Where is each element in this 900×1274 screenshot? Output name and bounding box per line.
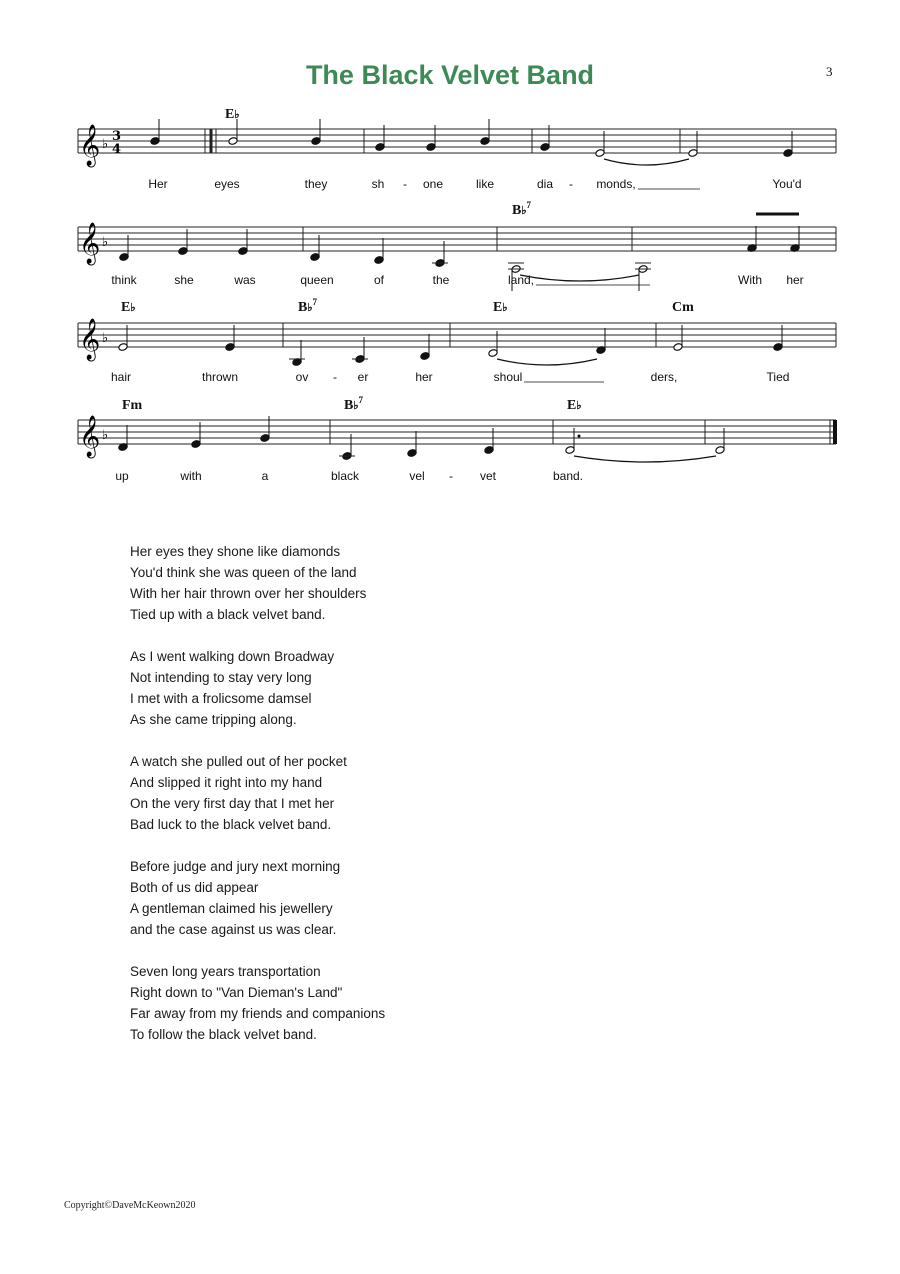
verse-line: Far away from my friends and companions [130, 1006, 386, 1021]
lyric-syllable: band. [552, 469, 584, 483]
lyric-syllable: land, [507, 273, 535, 287]
lyric-syllable: was [234, 273, 256, 287]
dot [578, 435, 581, 438]
lyric-syllable: - [569, 177, 573, 191]
lyric-syllable: sh [371, 177, 385, 191]
lyric-syllable: they [304, 177, 328, 191]
lyric-syllable: hair [110, 370, 132, 384]
lyric-syllable: ov [295, 370, 309, 384]
lyric-syllable: You'd [772, 177, 802, 191]
tie [520, 275, 639, 281]
verse-line: Not intending to stay very long [130, 670, 312, 685]
lyric-syllable: - [333, 370, 337, 384]
chord-symbol: E♭ [567, 398, 582, 413]
key-signature-flat-icon: ♭ [102, 235, 109, 250]
staves [78, 107, 836, 483]
lyrics-verses [130, 541, 385, 1066]
staff-system [78, 297, 836, 384]
sheet-music [0, 0, 900, 500]
verse-line: Both of us did appear [130, 880, 259, 895]
page-number: 3 [826, 64, 833, 79]
chord-symbol: B♭$^7$ [512, 200, 532, 218]
lyric-syllable: thrown [201, 370, 239, 384]
lyric-syllable: her [415, 370, 433, 384]
lyric-syllable: the [432, 273, 450, 287]
lyric-syllable: with [180, 469, 202, 483]
verse-line: Before judge and jury next morning [130, 859, 341, 874]
verse-line: Right down to "Van Dieman's Land" [130, 985, 343, 1000]
lyric-syllable: vel [409, 469, 425, 483]
staff-system [78, 395, 836, 483]
chord-symbol: E♭ [493, 300, 508, 315]
lyric-syllable: With [738, 273, 762, 287]
time-signature-bottom: 4 [112, 142, 122, 157]
treble-clef-icon: 𝄞 [79, 416, 101, 457]
tie [604, 159, 689, 165]
verse-line: You'd think she was queen of the land [130, 565, 357, 580]
key-signature-flat-icon: ♭ [102, 428, 109, 443]
copyright-notice: Copyright©DaveMcKeown2020 [64, 1200, 196, 1211]
lyric-syllable: monds, [596, 177, 636, 191]
lyric-syllable: shoul [493, 370, 523, 384]
chord-symbol: Fm [122, 398, 143, 413]
lyric-syllable: a [261, 469, 269, 483]
verse-4 [130, 856, 385, 940]
verse-line: Seven long years transportation [130, 964, 321, 979]
key-signature-flat-icon: ♭ [102, 137, 109, 152]
lyric-syllable: she [174, 273, 194, 287]
treble-clef-icon: 𝄞 [79, 125, 101, 166]
verse-line: And slipped it right into my hand [130, 775, 323, 790]
lyric-syllable: ders, [650, 370, 678, 384]
chord-symbol: B♭$^7$ [298, 297, 318, 315]
lyric-syllable: think [111, 273, 137, 287]
chord-symbol: Cm [672, 300, 694, 315]
lyric-syllable: like [475, 177, 495, 191]
verse-5 [130, 961, 385, 1045]
verse-3 [130, 751, 385, 835]
chord-symbol: E♭ [225, 107, 240, 122]
verse-line: Bad luck to the black velvet band. [130, 817, 332, 832]
verse-line: A watch she pulled out of her pocket [130, 754, 347, 769]
lyric-syllable: her [786, 273, 804, 287]
tie [574, 456, 716, 462]
staff-system [78, 107, 836, 191]
key-signature-flat-icon: ♭ [102, 331, 109, 346]
verse-line: and the case against us was clear. [130, 922, 337, 937]
lyric-syllable: black [330, 469, 360, 483]
lyric-syllable: Tied [766, 370, 790, 384]
verse-line: With her hair thrown over her shoulders [130, 586, 367, 601]
lyric-syllable: up [115, 469, 129, 483]
verse-line: As she came tripping along. [130, 712, 297, 727]
lyric-syllable: vet [479, 469, 497, 483]
verse-1 [130, 541, 385, 625]
lyric-syllable: - [449, 469, 453, 483]
treble-clef-icon: 𝄞 [79, 319, 101, 360]
lyric-syllable: queen [300, 273, 334, 287]
lyric-syllable: - [403, 177, 407, 191]
verse-line: A gentleman claimed his jewellery [130, 901, 333, 916]
tie [497, 359, 597, 365]
time-signature-top: 3 [112, 129, 122, 144]
verse-line: Her eyes they shone like diamonds [130, 544, 341, 559]
chord-symbol: E♭ [121, 300, 136, 315]
verse-line: On the very first day that I met her [130, 796, 335, 811]
lyric-syllable: Her [148, 177, 168, 191]
verse-line: I met with a frolicsome damsel [130, 691, 312, 706]
lyric-syllable: eyes [214, 177, 240, 191]
song-title: The Black Velvet Band [305, 60, 595, 90]
lyric-syllable: one [422, 177, 444, 191]
verse-line: As I went walking down Broadway [130, 649, 335, 664]
verse-2 [130, 646, 385, 730]
lyric-syllable: er [357, 370, 369, 384]
lyric-syllable: of [373, 273, 385, 287]
verse-line: Tied up with a black velvet band. [130, 607, 326, 622]
chord-symbol: B♭$^7$ [344, 395, 364, 413]
treble-clef-icon: 𝄞 [79, 223, 101, 264]
lyric-syllable: dia [536, 177, 554, 191]
verse-line: To follow the black velvet band. [130, 1027, 317, 1042]
staff-system [78, 200, 836, 291]
